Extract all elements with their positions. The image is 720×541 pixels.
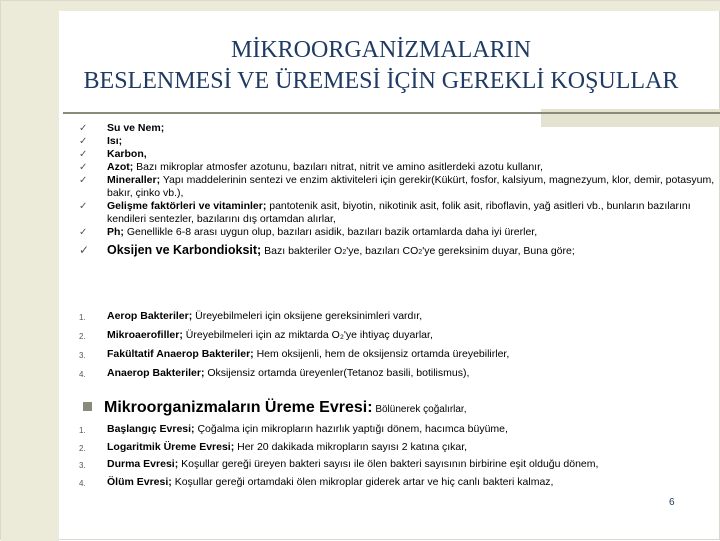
list-item: ✓ Oksijen ve Karbondioksit; Bazı bakteriler O2'ye, bazıları CO2'ye gereksinim duyar, Buna göre; [79, 243, 575, 257]
list-item: 2. Logaritmik Üreme Evresi; Her 20 dakikada mikropların sayısı 2 katına çıkar, [79, 440, 468, 453]
checkmark-icon: ✓ [79, 201, 88, 212]
list-item: 1. Aerop Bakteriler; Üreyebilmeleri için oksijene gereksinimleri vardır, [79, 310, 423, 322]
page-number: 6 [669, 497, 675, 508]
checkmark-icon: ✓ [79, 175, 88, 186]
list-item: ✓ Su ve Nem; [79, 122, 165, 134]
list-item: ✓ Mineraller; Yapı maddelerinin sentezi ve enzim aktiviteleri için gerekir(Kükürt, fosfor, kalsiyum, magnezyum, klor, demir, potasyum, bakır, çinko vb.), [79, 174, 715, 199]
list-item: 3. Durma Evresi; Koşullar gereği üreyen bakteri sayısı ile ölen bakteri sayısının birbirine eşit olduğu dönem, [79, 458, 599, 470]
checkmark-icon: ✓ [79, 123, 88, 134]
list-item: ✓ Isı; [79, 135, 123, 147]
growth-phases-list [79, 421, 598, 491]
checkmark-icon: ✓ [79, 162, 88, 173]
left-decor-band [1, 1, 59, 541]
list-item: 4. Anaerop Bakteriler; Oksijensiz ortamda üreyenler(Tetanoz basili, botilismus), [79, 367, 470, 379]
title-line-2: BESLENMESİ VE ÜREMESİ İÇİN GEREKLİ KOŞULLAR [83, 68, 679, 94]
list-item: ✓ Gelişme faktörleri ve vitaminler; pantotenik asit, biyotin, nikotinik asit, folik asit, riboflavin, yağ asitleri vb., bunların bazılarını kendileri sentezler, bazılarını dış ortamdan alırlar, [79, 200, 691, 225]
checkmark-icon: ✓ [79, 227, 88, 238]
list-item: 3. Fakültatif Anaerop Bakteriler; Hem oksijenli, hem de oksijensiz ortamda üreyebilirler, [79, 348, 510, 360]
list-item: ✓ Karbon, [79, 148, 147, 160]
square-bullet-icon [83, 402, 92, 411]
requirements-list [79, 122, 719, 260]
bacteria-types-list [79, 307, 509, 383]
section-heading: Mikroorganizmaların Üreme Evresi: Bölünerek çoğalırlar, [83, 398, 467, 420]
list-item: 2. Mikroaerofiller; Üreyebilmeleri için az miktarda O₂'ye ihtiyaç duyarlar, [79, 329, 433, 341]
checkmark-icon: ✓ [79, 149, 88, 160]
list-item: 4. Ölüm Evresi; Koşullar gereği ortamdaki ölen mikroplar giderek artar ve hiç canlı bakteri kalmaz, [79, 475, 554, 488]
top-decor-band [1, 1, 720, 11]
title-divider [63, 112, 720, 114]
list-item: ✓ Ph; Genellikle 6-8 arası uygun olup, bazıları asidik, bazıları bazik ortamlarda daha iyi ürerler, [79, 226, 538, 238]
slide-title [61, 35, 701, 97]
list-item: ✓ Azot; Bazı mikroplar atmosfer azotunu, bazıları nitrat, nitrit ve amino asitlerdeki azotu kullanır, [79, 161, 543, 173]
list-item: 1. Başlangıç Evresi; Çoğalma için mikropların hazırlık yaptığı dönem, hacımca büyüme, [79, 423, 508, 435]
title-line-1: MİKROORGANİZMALARIN [231, 37, 531, 63]
checkmark-icon: ✓ [79, 136, 88, 147]
checkmark-icon: ✓ [79, 243, 90, 257]
